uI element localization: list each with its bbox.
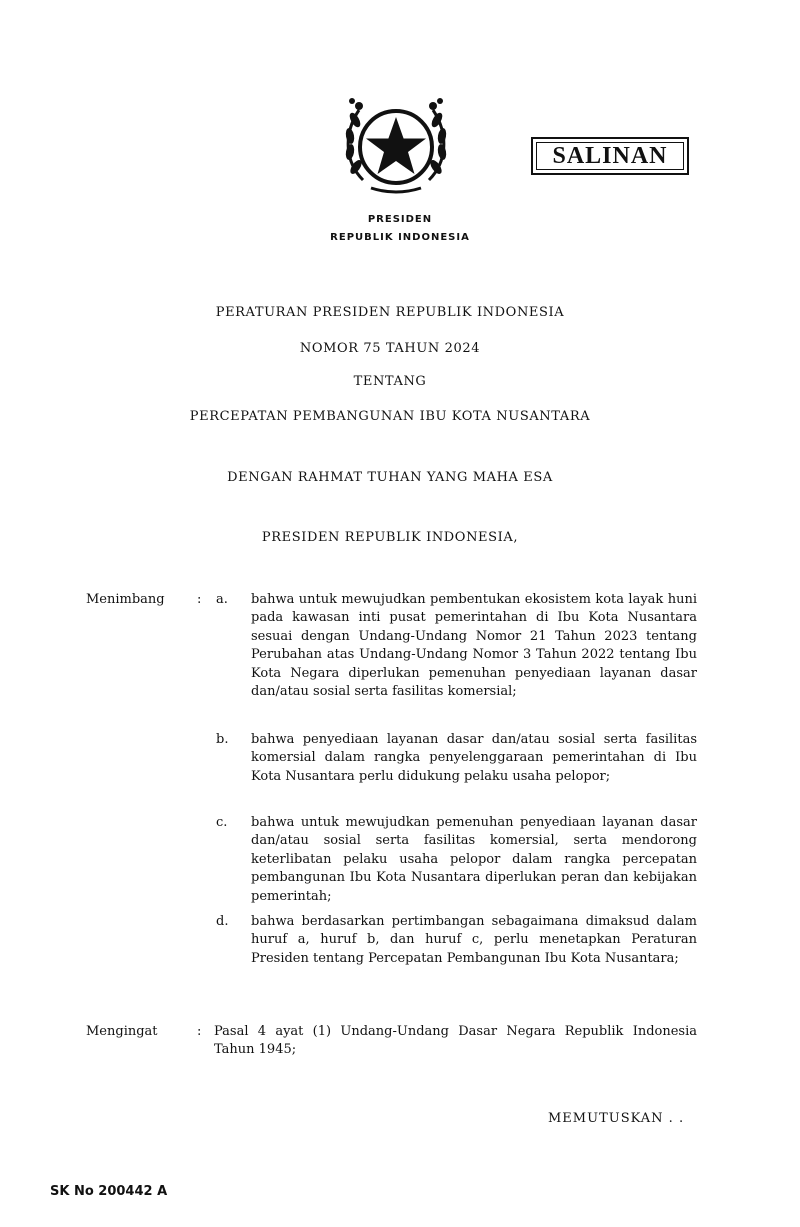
next-page-catchword: MEMUTUSKAN . . [548,1111,685,1126]
blessing-line: DENGAN RAHMAT TUHAN YANG MAHA ESA [227,470,553,485]
item-marker: b. [216,732,229,747]
menimbang-colon: : [197,592,202,607]
president-line: PRESIDEN REPUBLIK INDONESIA, [261,530,519,545]
mengingat-label: Mengingat [86,1024,158,1039]
consideration-paragraph: bahwa penyediaan layanan dasar dan/atau sosial serta fasilitas komersial dalam rangka penyelenggaraan pemerintahan di Ibu Kota Nusantara perlu didukung pelaku usaha pelopor; [251,732,697,784]
item-marker: c. [216,815,228,830]
consideration-paragraph: bahwa untuk mewujudkan pemenuhan penyediaan layanan dasar dan/atau sosial serta fasilitas komersial, serta mendorong keterlibatan pelaku usaha pelopor dalam rangka percepatan pembangunan Ibu Kota Nusantara diperlukan peran dan kebijakan pemerintah; [251,815,697,904]
salinan-stamp: SALINAN [531,137,689,175]
item-marker: d. [216,914,229,929]
consideration-paragraph: bahwa berdasarkan pertimbangan sebagaimana dimaksud dalam huruf a, huruf b, dan huruf c, perlu menetapkan Peraturan Presiden tentang Percepatan Pembangunan Ibu Kota Nusantara; [251,914,697,966]
item-marker: a. [216,592,228,607]
regulation-subject: PERCEPATAN PEMBANGUNAN IBU KOTA NUSANTARA [189,409,591,424]
mengingat-colon: : [197,1024,202,1039]
consideration-paragraph: bahwa untuk mewujudkan pembentukan ekosistem kota layak huni pada kawasan inti pusat pemerintahan di Ibu Kota Nusantara sesuai dengan Undang-Undang Nomor 21 Tahun 2023 tentang Perubahan atas Undang-Undang Nomor 3 Tahun 2022 tentang Ibu Kota Negara diperlukan pemenuhan penyediaan layanan dasar dan/atau sosial serta fasilitas komersial; [251,592,697,700]
document-code: SK No 200442 A [50,1184,168,1199]
regulation-number: NOMOR 75 TAHUN 2024 [299,341,481,356]
issuer-country: REPUBLIK INDONESIA [330,232,470,243]
regulation-type: PERATURAN PRESIDEN REPUBLIK INDONESIA [215,305,565,320]
issuer-title: PRESIDEN [367,214,433,225]
regulation-about: TENTANG [353,374,427,389]
legal-basis-paragraph: Pasal 4 ayat (1) Undang-Undang Dasar Negara Republik Indonesia Tahun 1945; [214,1024,697,1058]
state-emblem-icon [341,92,451,202]
menimbang-label: Menimbang [86,592,165,607]
